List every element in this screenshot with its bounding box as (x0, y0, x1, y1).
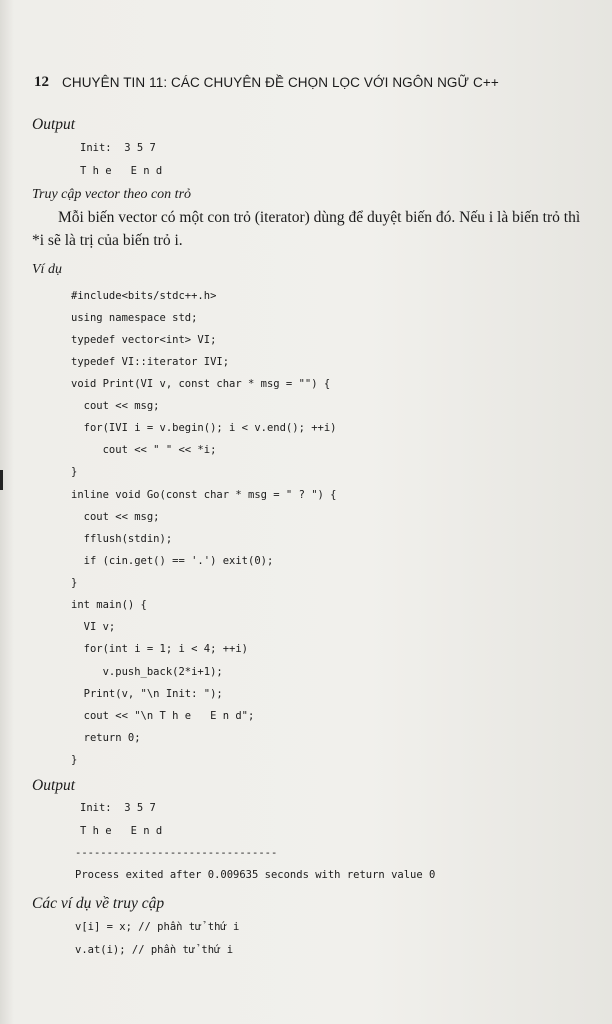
code-line: cout << "\n T h e E n d"; (71, 710, 255, 722)
code-line: return 0; (71, 732, 141, 744)
code-line: cout << msg; (71, 400, 160, 412)
section-heading-pointer-access: Truy cập vector theo con trỏ (32, 187, 192, 202)
access-examples-heading: Các ví dụ về truy cập (32, 895, 165, 912)
paragraph-line: Mỗi biến vector có một con trỏ (iterator) dùng để duyệt biến đó. Nếu i là biến trỏ thì (58, 209, 581, 226)
example-heading: Ví dụ (32, 262, 62, 277)
output-line: Init: 3 5 7 (80, 142, 156, 154)
code-line: typedef vector<int> VI; (71, 334, 217, 346)
code-line: void Print(VI v, const char * msg = "") { (71, 378, 331, 390)
code-line: VI v; (71, 621, 116, 633)
code-line: } (71, 466, 78, 478)
running-header: CHUYÊN TIN 11: CÁC CHUYÊN ĐỀ CHỌN LỌC VỚI NGÔN NGỮ C++ (62, 75, 499, 90)
code-line: using namespace std; (71, 312, 198, 324)
code-line: for(int i = 1; i < 4; ++i) (71, 643, 249, 655)
code-line: fflush(stdin); (71, 533, 173, 545)
code-line: v.at(i); // phần tử thứ i (75, 944, 234, 956)
code-line: inline void Go(const char * msg = " ? ") { (71, 489, 337, 501)
paragraph-line: *i sẽ là trị của biến trỏ i. (32, 232, 183, 249)
output-heading-1: Output (32, 116, 76, 133)
output-separator: -------------------------------- (75, 847, 278, 859)
code-line: int main() { (71, 599, 147, 611)
page-edge-mark (0, 470, 3, 490)
code-line: Print(v, "\n Init: "); (71, 688, 223, 700)
code-line: v[i] = x; // phần tử thứ i (75, 921, 240, 933)
code-line: typedef VI::iterator IVI; (71, 356, 230, 368)
code-line: } (71, 577, 78, 589)
code-line: cout << " " << *i; (71, 444, 217, 456)
output-line: T h e E n d (80, 165, 163, 177)
output-line: Init: 3 5 7 (80, 802, 156, 814)
code-line: v.push_back(2*i+1); (71, 666, 223, 678)
page-number: 12 (34, 74, 49, 90)
code-line: for(IVI i = v.begin(); i < v.end(); ++i) (71, 422, 337, 434)
output-line: Process exited after 0.009635 seconds with return value 0 (75, 869, 436, 881)
code-line: cout << msg; (71, 511, 160, 523)
output-line: T h e E n d (80, 825, 163, 837)
code-line: } (71, 754, 78, 766)
code-line: #include<bits/stdc++.h> (71, 290, 217, 302)
output-heading-2: Output (32, 777, 76, 794)
code-line: if (cin.get() == '.') exit(0); (71, 555, 274, 567)
